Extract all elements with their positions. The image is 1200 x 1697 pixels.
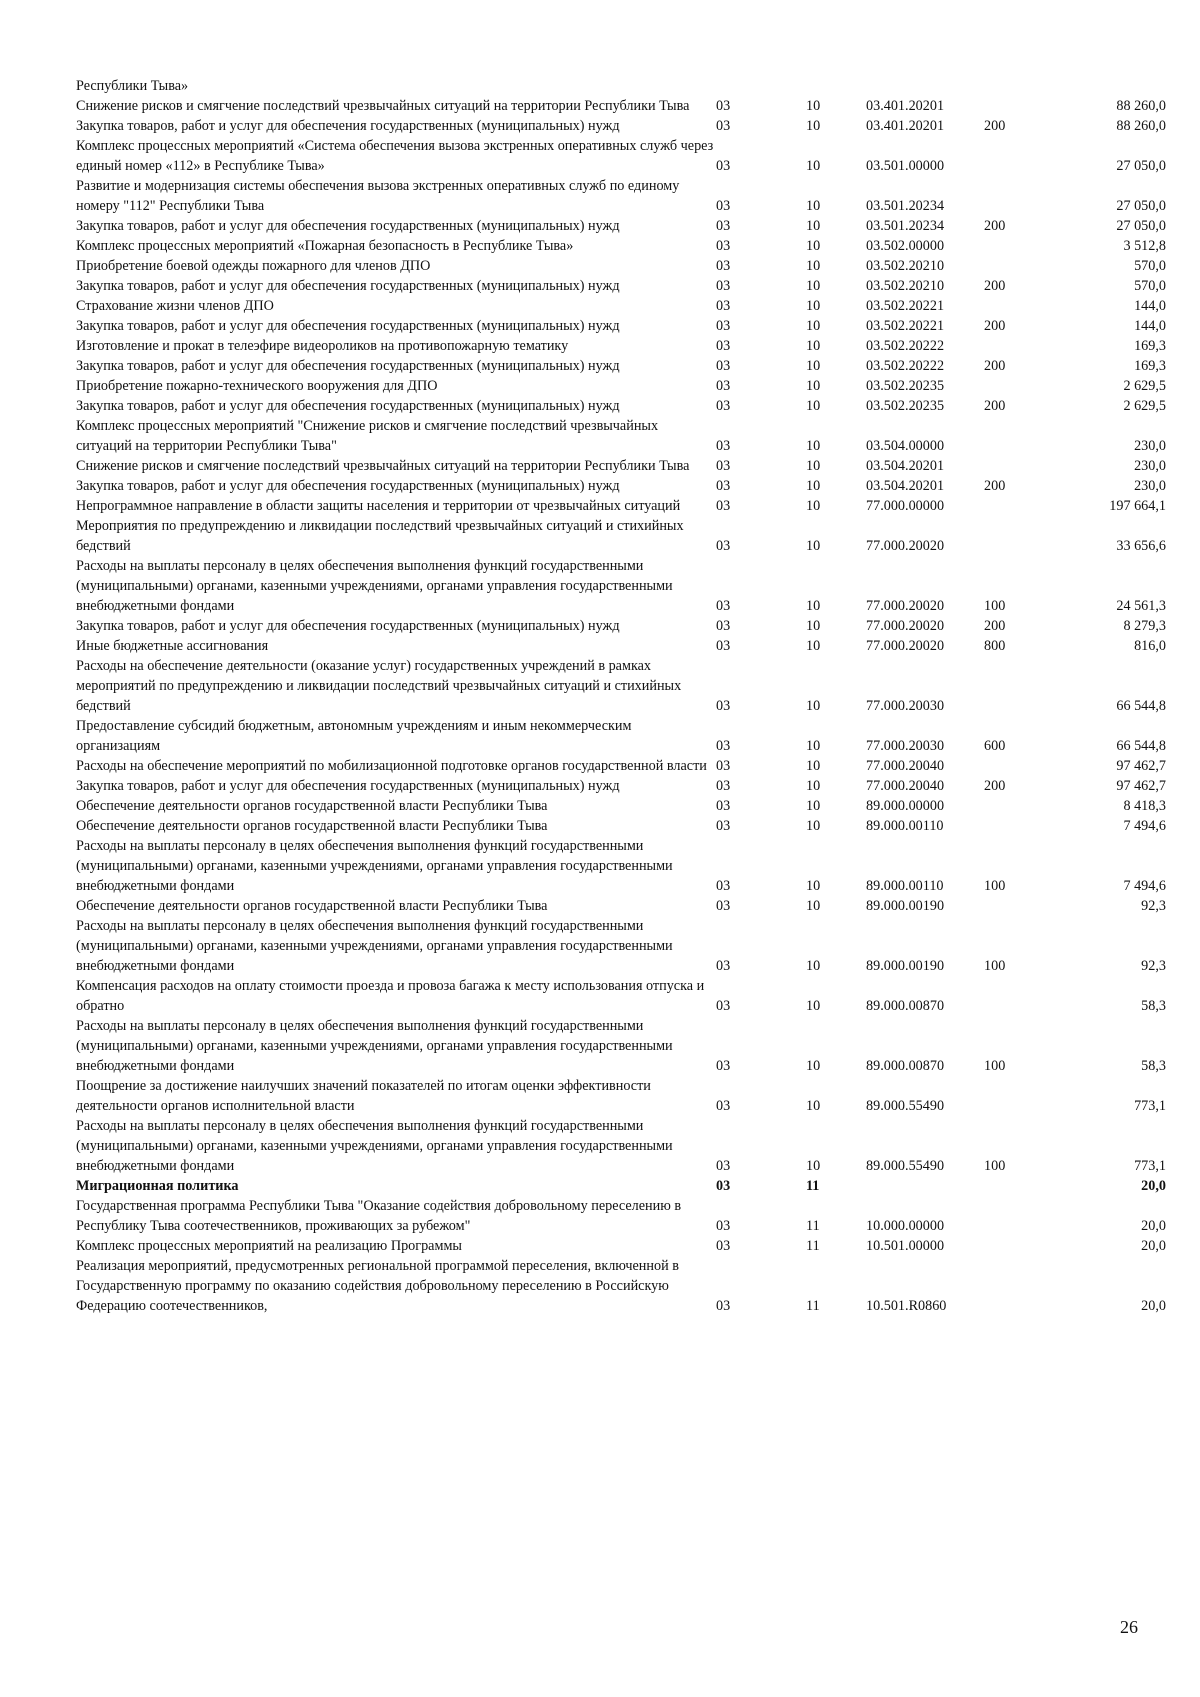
row-name: Обеспечение деятельности органов государственной власти Республики Тыва (76, 898, 548, 914)
row-target-article-code: 77.000.20040 (866, 778, 945, 794)
row-target-article-code: 03.502.20235 (866, 378, 945, 394)
table-row (76, 116, 1166, 136)
row-subsection-code: 10 (806, 758, 821, 774)
table-row (76, 496, 1166, 516)
table-row (76, 616, 1166, 636)
row-section-code: 03 (716, 1298, 731, 1314)
row-expense-type-code (984, 796, 1066, 816)
row-subsection-code: 11 (806, 1238, 820, 1254)
row-amount: 92,3 (1141, 958, 1166, 974)
row-subsection-code: 10 (806, 278, 821, 294)
row-section-code: 03 (716, 1058, 731, 1074)
row-subsection-code: 10 (806, 318, 821, 334)
row-section-code: 03 (716, 1158, 731, 1174)
row-subsection-code: 10 (806, 1158, 821, 1174)
row-section-code: 03 (716, 478, 731, 494)
row-section-code: 03 (716, 258, 731, 274)
row-subsection-code: 10 (806, 378, 821, 394)
row-amount: 58,3 (1141, 998, 1166, 1014)
row-name: Закупка товаров, работ и услуг для обеспечения государственных (муниципальных) нужд (76, 278, 620, 294)
row-amount: 20,0 (1141, 1178, 1166, 1194)
table-row (76, 456, 1166, 476)
row-amount: 230,0 (1134, 478, 1166, 494)
row-section-code (716, 76, 806, 96)
row-name: Расходы на выплаты персоналу в целях обеспечения выполнения функций государственными (муниципальными) органами, казенными учреждениями, органами управления государственными внебюджетными фондами (76, 1118, 673, 1174)
row-target-article-code: 03.504.20201 (866, 478, 945, 494)
row-target-article-code: 03.502.20222 (866, 338, 945, 354)
row-target-article-code: 03.504.00000 (866, 438, 945, 454)
row-name: Снижение рисков и смягчение последствий чрезвычайных ситуаций на территории Республики Тыва (76, 98, 690, 114)
row-name: Страхование жизни членов ДПО (76, 298, 274, 314)
row-section-code: 03 (716, 298, 731, 314)
row-expense-type-code: 200 (984, 218, 1006, 234)
row-section-code: 03 (716, 218, 731, 234)
row-amount: 20,0 (1141, 1298, 1166, 1314)
row-section-code: 03 (716, 438, 731, 454)
row-section-code: 03 (716, 338, 731, 354)
row-expense-type-code (984, 336, 1066, 356)
row-target-article-code: 89.000.00190 (866, 958, 945, 974)
table-row (76, 136, 1166, 176)
row-amount: 773,1 (1134, 1098, 1166, 1114)
row-expense-type-code: 200 (984, 778, 1006, 794)
row-name: Комплекс процессных мероприятий "Снижение рисков и смягчение последствий чрезвычайных ситуаций на территории Республики Тыва" (76, 418, 659, 454)
row-subsection-code: 10 (806, 458, 821, 474)
row-name: Обеспечение деятельности органов государственной власти Республики Тыва (76, 818, 548, 834)
row-target-article-code: 89.000.00870 (866, 1058, 945, 1074)
row-subsection-code: 10 (806, 238, 821, 254)
row-name: Развитие и модернизация системы обеспечения вызова экстренных оперативных служб по единому номеру "112" Республики Тыва (76, 178, 680, 214)
row-expense-type-code (984, 496, 1066, 516)
row-subsection-code: 10 (806, 398, 821, 414)
row-name: Комплекс процессных мероприятий «Система обеспечения вызова экстренных оперативных служб через единый номер «112» в Республике Тыва» (76, 138, 714, 174)
row-name: Закупка товаров, работ и услуг для обеспечения государственных (муниципальных) нужд (76, 118, 620, 134)
row-subsection-code: 10 (806, 898, 821, 914)
row-name: Расходы на выплаты персоналу в целях обеспечения выполнения функций государственными (муниципальными) органами, казенными учреждениями, органами управления государственными внебюджетными фондами (76, 918, 673, 974)
row-name: Иные бюджетные ассигнования (76, 638, 269, 654)
row-subsection-code: 10 (806, 818, 821, 834)
row-target-article-code: 03.501.20234 (866, 218, 945, 234)
row-amount: 144,0 (1134, 318, 1166, 334)
row-expense-type-code (984, 136, 1066, 176)
row-name: Изготовление и прокат в телеэфире видеороликов на противопожарную тематику (76, 338, 569, 354)
row-amount: 66 544,8 (1116, 698, 1166, 714)
row-name: Поощрение за достижение наилучших значений показателей по итогам оценки эффективности деятельности органов исполнительной власти (76, 1078, 651, 1114)
row-expense-type-code (984, 1076, 1066, 1116)
table-row (76, 1256, 1166, 1316)
row-amount: 27 050,0 (1116, 198, 1166, 214)
row-expense-type-code: 200 (984, 118, 1006, 134)
table-row (76, 1236, 1166, 1256)
table-row (76, 796, 1166, 816)
row-expense-type-code (984, 176, 1066, 216)
table-row (76, 96, 1166, 116)
row-target-article-code: 03.502.20210 (866, 258, 945, 274)
row-name: Закупка товаров, работ и услуг для обеспечения государственных (муниципальных) нужд (76, 778, 620, 794)
row-expense-type-code (984, 1236, 1066, 1256)
row-subsection-code: 10 (806, 338, 821, 354)
row-target-article-code: 89.000.55490 (866, 1098, 945, 1114)
row-section-code: 03 (716, 898, 731, 914)
row-name: Закупка товаров, работ и услуг для обеспечения государственных (муниципальных) нужд (76, 318, 620, 334)
row-section-code: 03 (716, 498, 731, 514)
row-target-article-code: 03.502.20221 (866, 298, 945, 314)
row-amount: 230,0 (1134, 438, 1166, 454)
table-row (76, 656, 1166, 716)
row-subsection-code: 11 (806, 1298, 820, 1314)
row-expense-type-code: 200 (984, 278, 1006, 294)
table-row (76, 1016, 1166, 1076)
table-row (76, 296, 1166, 316)
row-subsection-code: 10 (806, 258, 821, 274)
row-subsection-code (806, 76, 866, 96)
row-section-code: 03 (716, 638, 731, 654)
row-target-article-code: 03.502.20221 (866, 318, 945, 334)
row-name: Обеспечение деятельности органов государственной власти Республики Тыва (76, 798, 548, 814)
row-section-code: 03 (716, 398, 731, 414)
row-target-article-code: 03.501.00000 (866, 158, 945, 174)
row-amount: 88 260,0 (1116, 118, 1166, 134)
row-subsection-code: 10 (806, 498, 821, 514)
row-amount: 97 462,7 (1116, 778, 1166, 794)
table-row (76, 416, 1166, 456)
table-row (76, 776, 1166, 796)
row-expense-type-code: 100 (984, 958, 1006, 974)
row-subsection-code: 10 (806, 218, 821, 234)
row-name: Государственная программа Республики Тыва "Оказание содействия добровольному переселению в Республику Тыва соотечественников, проживающих за рубежом" (76, 1198, 682, 1234)
row-name: Расходы на выплаты персоналу в целях обеспечения выполнения функций государственными (муниципальными) органами, казенными учреждениями, органами управления государственными внебюджетными фондами (76, 1018, 673, 1074)
row-amount: 570,0 (1134, 278, 1166, 294)
row-amount: 27 050,0 (1116, 218, 1166, 234)
table-row (76, 76, 1166, 96)
table-row (76, 216, 1166, 236)
row-target-article-code: 77.000.20020 (866, 538, 945, 554)
row-subsection-code: 10 (806, 158, 821, 174)
table-row (76, 1196, 1166, 1236)
table-row (76, 336, 1166, 356)
row-expense-type-code (984, 236, 1066, 256)
row-target-article-code: 77.000.20020 (866, 618, 945, 634)
table-row (76, 916, 1166, 976)
table-row (76, 1076, 1166, 1116)
row-subsection-code: 10 (806, 538, 821, 554)
row-name: Расходы на обеспечение деятельности (оказание услуг) государственных учреждений в рамках мероприятий по предупреждению и ликвидации последствий чрезвычайных ситуаций и стихийных бедствий (76, 658, 682, 714)
budget-table (76, 76, 1166, 1316)
row-section-code: 03 (716, 458, 731, 474)
row-amount: 20,0 (1141, 1238, 1166, 1254)
row-section-code: 03 (716, 1098, 731, 1114)
row-name: Расходы на выплаты персоналу в целях обеспечения выполнения функций государственными (муниципальными) органами, казенными учреждениями, органами управления государственными внебюджетными фондами (76, 838, 673, 894)
row-amount: 88 260,0 (1116, 98, 1166, 114)
table-row (76, 236, 1166, 256)
row-amount: 7 494,6 (1123, 818, 1166, 834)
row-amount: 58,3 (1141, 1058, 1166, 1074)
row-name: Непрограммное направление в области защиты населения и территории от чрезвычайных ситуаций (76, 498, 681, 514)
row-name: Приобретение боевой одежды пожарного для членов ДПО (76, 258, 431, 274)
row-subsection-code: 10 (806, 638, 821, 654)
row-name: Мероприятия по предупреждению и ликвидации последствий чрезвычайных ситуаций и стихийных бедствий (76, 518, 684, 554)
row-target-article-code: 89.000.00870 (866, 998, 945, 1014)
row-target-article-code: 03.502.20210 (866, 278, 945, 294)
row-amount: 197 664,1 (1109, 498, 1166, 514)
row-section-code: 03 (716, 598, 731, 614)
row-expense-type-code: 100 (984, 878, 1006, 894)
row-section-code: 03 (716, 778, 731, 794)
row-section-code: 03 (716, 818, 731, 834)
row-name: Закупка товаров, работ и услуг для обеспечения государственных (муниципальных) нужд (76, 218, 620, 234)
row-expense-type-code (984, 896, 1066, 916)
row-amount: 169,3 (1134, 338, 1166, 354)
row-section-code: 03 (716, 998, 731, 1014)
row-expense-type-code (984, 756, 1066, 776)
table-row (76, 716, 1166, 756)
row-subsection-code: 10 (806, 738, 821, 754)
row-section-code: 03 (716, 538, 731, 554)
row-target-article-code: 77.000.20030 (866, 738, 945, 754)
row-expense-type-code: 100 (984, 1058, 1006, 1074)
row-subsection-code: 10 (806, 298, 821, 314)
row-target-article-code: 03.504.20201 (866, 458, 945, 474)
row-target-article-code: 10.501.R0860 (866, 1298, 947, 1314)
row-target-article-code: 89.000.00190 (866, 898, 945, 914)
row-target-article-code: 03.502.20222 (866, 358, 945, 374)
row-section-code: 03 (716, 378, 731, 394)
row-section-code: 03 (716, 798, 731, 814)
row-section-code: 03 (716, 118, 731, 134)
row-section-code: 03 (716, 98, 731, 114)
row-amount: 8 418,3 (1123, 798, 1166, 814)
row-amount: 24 561,3 (1116, 598, 1166, 614)
row-expense-type-code (984, 256, 1066, 276)
row-subsection-code: 10 (806, 878, 821, 894)
row-name: Реализация мероприятий, предусмотренных региональной программой переселения, включенной в Государственную программу по оказанию содействия добровольному переселению в Российскую Федерацию соотечественников, (76, 1258, 679, 1314)
table-row (76, 896, 1166, 916)
row-name: Комплекс процессных мероприятий на реализацию Программы (76, 1238, 462, 1254)
row-section-code: 03 (716, 958, 731, 974)
row-amount: 7 494,6 (1123, 878, 1166, 894)
table-row (76, 976, 1166, 1016)
table-row (76, 276, 1166, 296)
row-subsection-code: 10 (806, 958, 821, 974)
row-expense-type-code (984, 1176, 1066, 1196)
row-target-article-code: 77.000.00000 (866, 498, 945, 514)
row-amount: 66 544,8 (1116, 738, 1166, 754)
row-expense-type-code (984, 416, 1066, 456)
row-section-code: 03 (716, 238, 731, 254)
row-name: Республики Тыва» (76, 78, 189, 94)
row-expense-type-code (984, 816, 1066, 836)
row-amount: 2 629,5 (1123, 398, 1166, 414)
row-amount: 570,0 (1134, 258, 1166, 274)
row-name: Закупка товаров, работ и услуг для обеспечения государственных (муниципальных) нужд (76, 618, 620, 634)
row-expense-type-code (984, 96, 1066, 116)
row-target-article-code: 03.501.20234 (866, 198, 945, 214)
row-subsection-code: 11 (806, 1178, 820, 1194)
row-target-article-code: 89.000.00110 (866, 818, 944, 834)
row-subsection-code: 11 (806, 1218, 820, 1234)
row-subsection-code: 10 (806, 598, 821, 614)
row-expense-type-code: 200 (984, 318, 1006, 334)
row-amount: 773,1 (1134, 1158, 1166, 1174)
row-section-code: 03 (716, 198, 731, 214)
row-amount: 97 462,7 (1116, 758, 1166, 774)
row-subsection-code: 10 (806, 1098, 821, 1114)
page-number: 26 (1120, 1617, 1138, 1637)
row-target-article-code: 03.502.00000 (866, 238, 945, 254)
row-name: Приобретение пожарно-технического вооружения для ДПО (76, 378, 438, 394)
table-row (76, 316, 1166, 336)
budget-table-body (76, 76, 1166, 1316)
row-name: Закупка товаров, работ и услуг для обеспечения государственных (муниципальных) нужд (76, 358, 620, 374)
row-name: Расходы на выплаты персоналу в целях обеспечения выполнения функций государственными (муниципальными) органами, казенными учреждениями, органами управления государственными внебюджетными фондами (76, 558, 673, 614)
row-amount: 816,0 (1134, 638, 1166, 654)
row-amount: 33 656,6 (1116, 538, 1166, 554)
row-subsection-code: 10 (806, 98, 821, 114)
row-amount: 2 629,5 (1123, 378, 1166, 394)
row-expense-type-code: 600 (984, 738, 1006, 754)
row-target-article-code: 10.000.00000 (866, 1218, 945, 1234)
row-target-article-code: 03.502.20235 (866, 398, 945, 414)
row-expense-type-code: 200 (984, 398, 1006, 414)
row-section-code: 03 (716, 878, 731, 894)
table-row (76, 636, 1166, 656)
row-target-article-code: 77.000.20020 (866, 638, 945, 654)
row-name: Предоставление субсидий бюджетным, автономным учреждениям и иным некоммерческим организациям (76, 718, 632, 754)
row-section-code: 03 (716, 758, 731, 774)
row-amount: 8 279,3 (1123, 618, 1166, 634)
row-expense-type-code (984, 516, 1066, 556)
row-subsection-code: 10 (806, 698, 821, 714)
row-amount: 144,0 (1134, 298, 1166, 314)
table-row (76, 1176, 1166, 1196)
table-row (76, 356, 1166, 376)
table-row (76, 816, 1166, 836)
row-section-code: 03 (716, 1178, 731, 1194)
table-row (76, 256, 1166, 276)
row-target-article-code: 89.000.00110 (866, 878, 944, 894)
row-expense-type-code (984, 1196, 1066, 1236)
row-expense-type-code (984, 976, 1066, 1016)
row-name: Компенсация расходов на оплату стоимости проезда и провоза багажа к месту использования отпуска и обратно (76, 978, 705, 1014)
table-row (76, 1116, 1166, 1176)
row-name: Снижение рисков и смягчение последствий чрезвычайных ситуаций на территории Республики Тыва (76, 458, 690, 474)
row-amount: 230,0 (1134, 458, 1166, 474)
row-target-article-code: 89.000.55490 (866, 1158, 945, 1174)
row-section-code: 03 (716, 318, 731, 334)
row-expense-type-code: 200 (984, 358, 1006, 374)
row-target-article-code (866, 76, 984, 96)
row-expense-type-code (984, 296, 1066, 316)
row-name: Закупка товаров, работ и услуг для обеспечения государственных (муниципальных) нужд (76, 478, 620, 494)
row-amount: 27 050,0 (1116, 158, 1166, 174)
row-section-code: 03 (716, 1238, 731, 1254)
row-subsection-code: 10 (806, 358, 821, 374)
row-section-code: 03 (716, 698, 731, 714)
row-target-article-code: 10.501.00000 (866, 1238, 945, 1254)
row-target-article-code (866, 1176, 984, 1196)
row-subsection-code: 10 (806, 618, 821, 634)
row-expense-type-code (984, 376, 1066, 396)
row-name: Закупка товаров, работ и услуг для обеспечения государственных (муниципальных) нужд (76, 398, 620, 414)
row-subsection-code: 10 (806, 1058, 821, 1074)
row-subsection-code: 10 (806, 198, 821, 214)
row-amount: 169,3 (1134, 358, 1166, 374)
row-expense-type-code: 200 (984, 478, 1006, 494)
row-expense-type-code: 200 (984, 618, 1006, 634)
table-row (76, 396, 1166, 416)
row-expense-type-code (984, 76, 1066, 96)
row-target-article-code: 77.000.20020 (866, 598, 945, 614)
row-expense-type-code (984, 456, 1066, 476)
table-row (76, 476, 1166, 496)
row-amount: 92,3 (1141, 898, 1166, 914)
row-expense-type-code: 100 (984, 598, 1006, 614)
row-subsection-code: 10 (806, 478, 821, 494)
table-row (76, 176, 1166, 216)
row-amount: 3 512,8 (1123, 238, 1166, 254)
row-target-article-code: 89.000.00000 (866, 798, 945, 814)
row-expense-type-code (984, 656, 1066, 716)
table-row (76, 376, 1166, 396)
row-target-article-code: 03.401.20201 (866, 98, 945, 114)
row-name: Расходы на обеспечение мероприятий по мобилизационной подготовке органов государственной власти (76, 758, 707, 774)
row-subsection-code: 10 (806, 998, 821, 1014)
table-row (76, 756, 1166, 776)
table-row (76, 516, 1166, 556)
row-amount (1066, 76, 1166, 96)
row-expense-type-code: 100 (984, 1158, 1006, 1174)
row-amount: 20,0 (1141, 1218, 1166, 1234)
table-row (76, 556, 1166, 616)
row-target-article-code: 03.401.20201 (866, 118, 945, 134)
row-subsection-code: 10 (806, 778, 821, 794)
row-target-article-code: 77.000.20040 (866, 758, 945, 774)
row-name: Комплекс процессных мероприятий «Пожарная безопасность в Республике Тыва» (76, 238, 574, 254)
row-expense-type-code (984, 1256, 1066, 1316)
row-section-code: 03 (716, 738, 731, 754)
row-section-code: 03 (716, 158, 731, 174)
row-section-code: 03 (716, 618, 731, 634)
row-section-code: 03 (716, 278, 731, 294)
row-section-code: 03 (716, 1218, 731, 1234)
row-expense-type-code: 800 (984, 638, 1006, 654)
row-section-code: 03 (716, 358, 731, 374)
row-subsection-code: 10 (806, 798, 821, 814)
row-subsection-code: 10 (806, 118, 821, 134)
row-name: Миграционная политика (76, 1178, 239, 1194)
row-subsection-code: 10 (806, 438, 821, 454)
table-row (76, 836, 1166, 896)
row-target-article-code: 77.000.20030 (866, 698, 945, 714)
